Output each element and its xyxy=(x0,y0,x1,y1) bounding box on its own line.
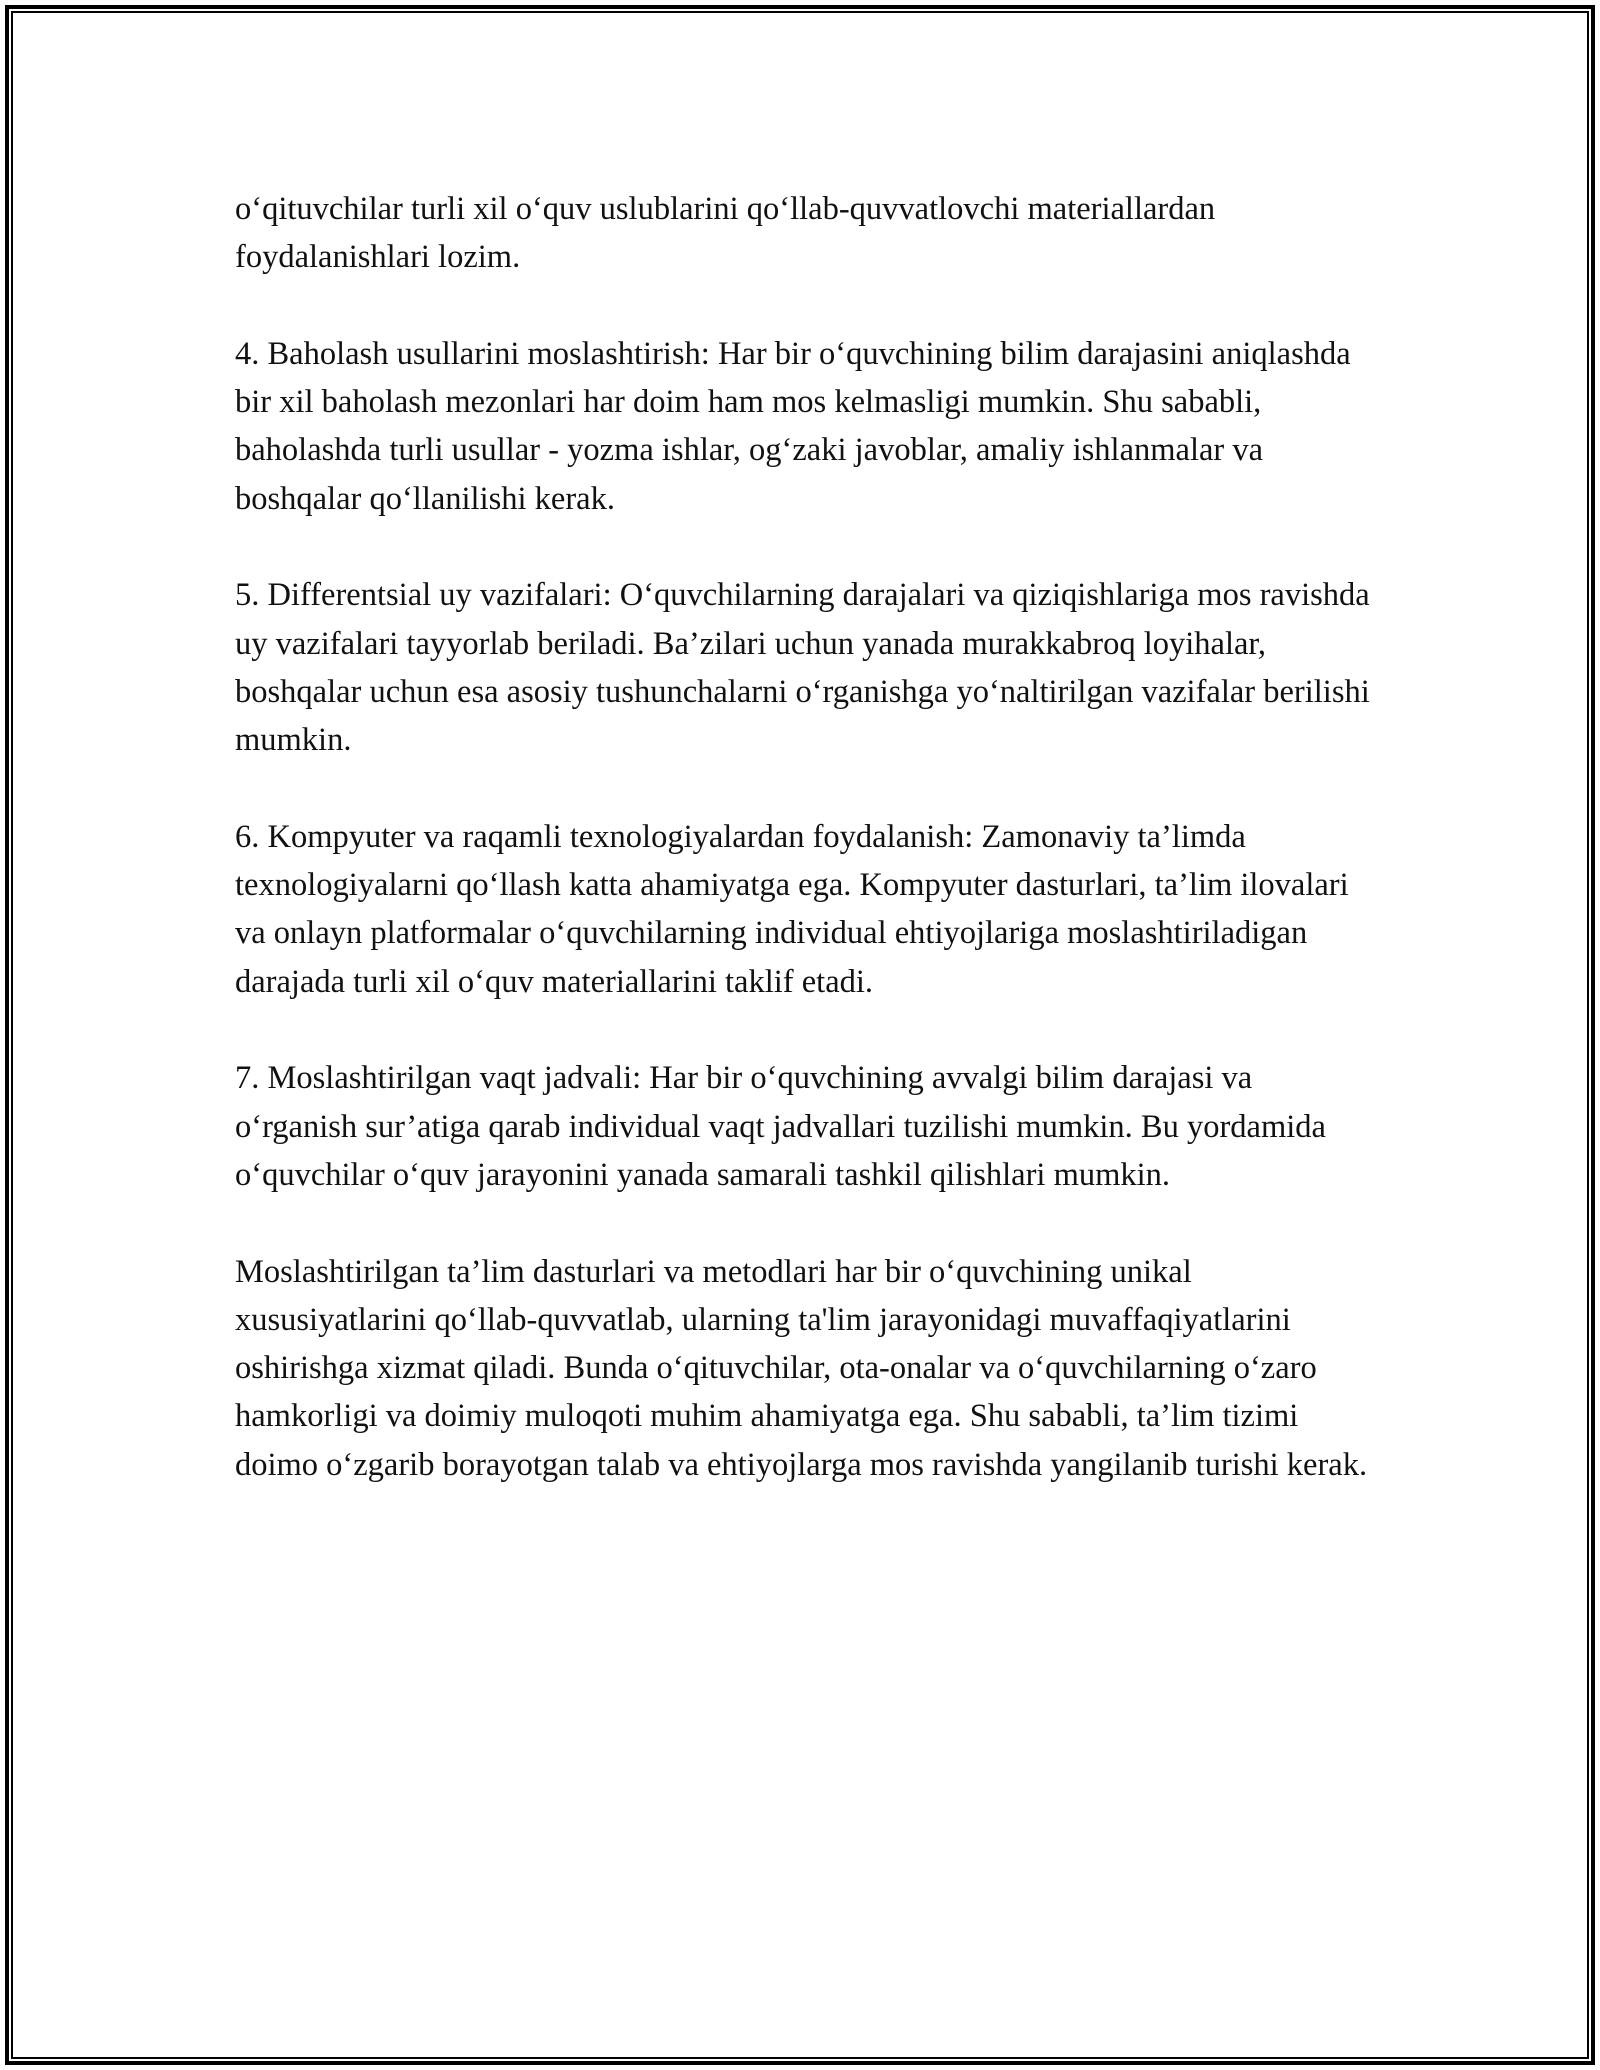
paragraph-item-7: 7. Moslashtirilgan vaqt jadvali: Har bir o‘quvchining avvalgi bilim darajasi va o‘rganish sur’atiga qarab individual vaqt jadvallari tuzilishi mumkin. Bu yordamida o‘quvchilar o‘quv jarayonini yanada samarali tashkil qilishlari mumkin. xyxy=(235,1060,1326,1193)
paragraph-conclusion: Moslashtirilgan ta’lim dasturlari va metodlari har bir o‘quvchining unikal xususiyatlarini qo‘llab-quvvatlab, ularning ta'lim jarayonidagi muvaffaqiyatlarini oshirishga xizmat qiladi. Bunda o‘qituvchilar, ota-onalar va o‘quvchilarning o‘zaro hamkorligi va doimiy muloqoti muhim ahamiyatga ega. Shu sababli, ta’lim tizimi doimo o‘zgarib borayotgan talab va ehtiyojlarga mos ravishda yangilanib turishi kerak. xyxy=(235,1253,1368,1483)
paragraph-item-5: 5. Differentsial uy vazifalari: O‘quvchilarning darajalari va qiziqishlariga mos ravishda uy vazifalari tayyorlab beriladi. Ba’zilari uchun yanada murakkabroq loyihalar, boshqalar uchun esa asosiy tushunchalarni o‘rganishga yo‘naltirilgan vazifalar berilishi mumkin. xyxy=(235,577,1370,759)
paragraph-item-6: 6. Kompyuter va raqamli texnologiyalardan foydalanish: Zamonaviy ta’limda texnologiyalarni qo‘llash katta ahamiyatga ega. Kompyuter dasturlari, ta’lim ilovalari va onlayn platformalar o‘quvchilarning individual ehtiyojlariga moslashtiriladigan darajada turli xil o‘quv materiallarini taklif etadi. xyxy=(235,818,1349,1000)
paragraph-continuation: o‘qituvchilar turli xil o‘quv uslublarini qo‘llab-quvvatlovchi materiallardan foydalanishlari lozim. xyxy=(235,191,1216,276)
document-body xyxy=(235,185,1370,1537)
paragraph-item-4: 4. Baholash usullarini moslashtirish: Har bir o‘quvchining bilim darajasini aniqlashda bir xil baholash mezonlari har doim ham mos kelmasligi mumkin. Shu sababli, baholashda turli usullar - yozma ishlar, og‘zaki javoblar, amaliy ishlanmalar va boshqalar qo‘llanilishi kerak. xyxy=(235,335,1351,517)
